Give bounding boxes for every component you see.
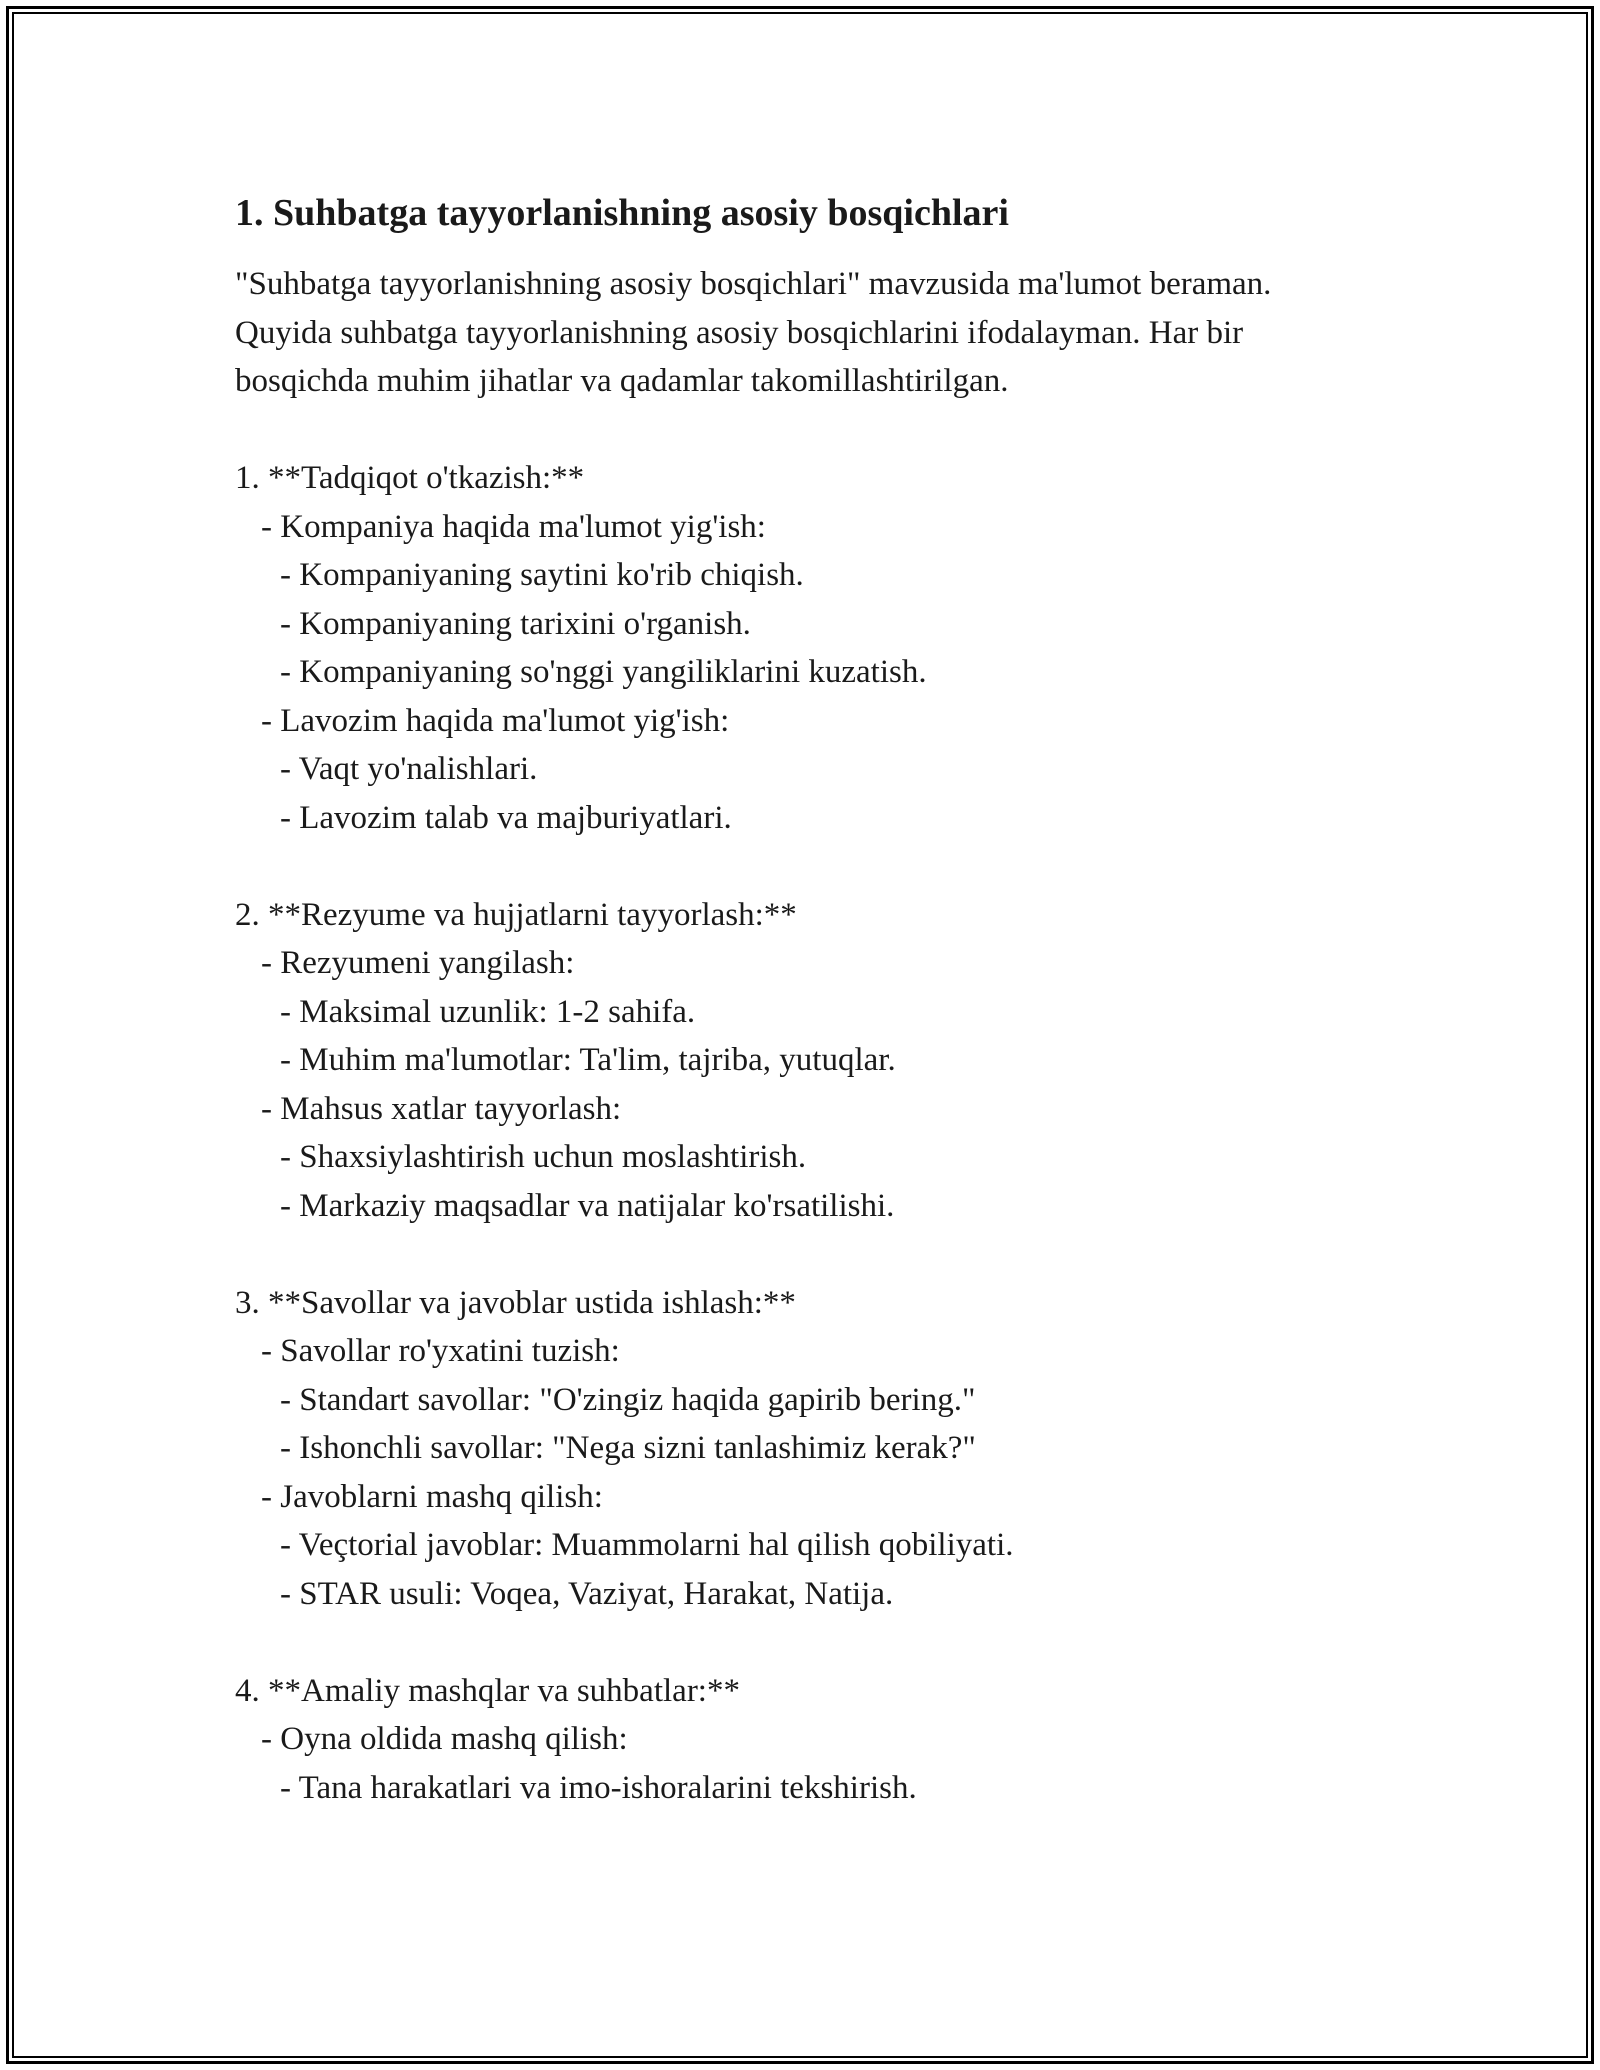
document-title: 1. Suhbatga tayyorlanishning asosiy bosqichlari (235, 192, 1009, 234)
list-item: - Vaqt yo'nalishlari. (280, 751, 538, 787)
list-item: - Kompaniyaning tarixini o'rganish. (280, 605, 751, 642)
list-item: - Standart savollar: "O'zingiz haqida gapirib bering." (280, 1381, 976, 1418)
list-item: - STAR usuli: Voqea, Vaziyat, Harakat, Natija. (280, 1575, 894, 1612)
section-heading: 4. **Amaliy mashqlar va suhbatlar:** (235, 1672, 740, 1709)
section-heading: 2. **Rezyume va hujjatlarni tayyorlash:** (235, 896, 797, 933)
list-group-label: - Savollar ro'yxatini tuzish: (261, 1333, 620, 1369)
spacer (235, 842, 1295, 891)
list-group-label: - Oyna oldida mashq qilish: (261, 1721, 628, 1757)
list-item: - Shaxsiylashtirish uchun moslashtirish. (280, 1139, 807, 1175)
spacer (235, 1618, 1295, 1667)
list-item: - Veçtorial javoblar: Muammolarni hal qilish qobiliyati. (280, 1527, 1014, 1563)
section (235, 891, 1295, 1231)
list-item: - Muhim ma'lumotlar: Ta'lim, tajriba, yutuqlar. (280, 1042, 896, 1078)
list-item: - Kompaniyaning saytini ko'rib chiqish. (280, 557, 804, 593)
list-item: - Kompaniyaning so'nggi yangiliklarini kuzatish. (280, 654, 927, 690)
spacer (235, 1230, 1295, 1279)
list-item: - Maksimal uzunlik: 1-2 sahifa. (280, 993, 696, 1030)
list-item: - Markaziy maqsadlar va natijalar ko'rsatilishi. (280, 1187, 895, 1224)
list-group-label: - Mahsus xatlar tayyorlash: (261, 1090, 622, 1127)
section-heading: 1. **Tadqiqot o'tkazish:** (235, 460, 585, 496)
list-item: - Ishonchli savollar: "Nega sizni tanlashimiz kerak?" (280, 1430, 976, 1466)
list-group-label: - Javoblarni mashq qilish: (261, 1478, 603, 1515)
list-group-label: - Kompaniya haqida ma'lumot yig'ish: (261, 508, 766, 545)
list-group-label: - Rezyumeni yangilash: (261, 945, 575, 981)
list-item: - Tana harakatlari va imo-ishoralarini tekshirish. (280, 1769, 917, 1806)
section (235, 454, 1295, 842)
list-item: - Lavozim talab va majburiyatlari. (280, 799, 732, 836)
section (235, 1279, 1295, 1619)
list-group-label: - Lavozim haqida ma'lumot yig'ish: (261, 702, 730, 739)
section (235, 1667, 1295, 1813)
spacer (235, 406, 1295, 455)
section-heading: 3. **Savollar va javoblar ustida ishlash:** (235, 1284, 796, 1321)
intro-paragraph: "Suhbatga tayyorlanishning asosiy bosqichlari" mavzusida ma'lumot beraman. Quyida suhbatga tayyorlanishning asosiy bosqichlarini ifodalayman. Har bir bosqichda muhim jihatlar va qadamlar takomillashtirilgan. (235, 266, 1272, 399)
document-body (235, 188, 1295, 1812)
